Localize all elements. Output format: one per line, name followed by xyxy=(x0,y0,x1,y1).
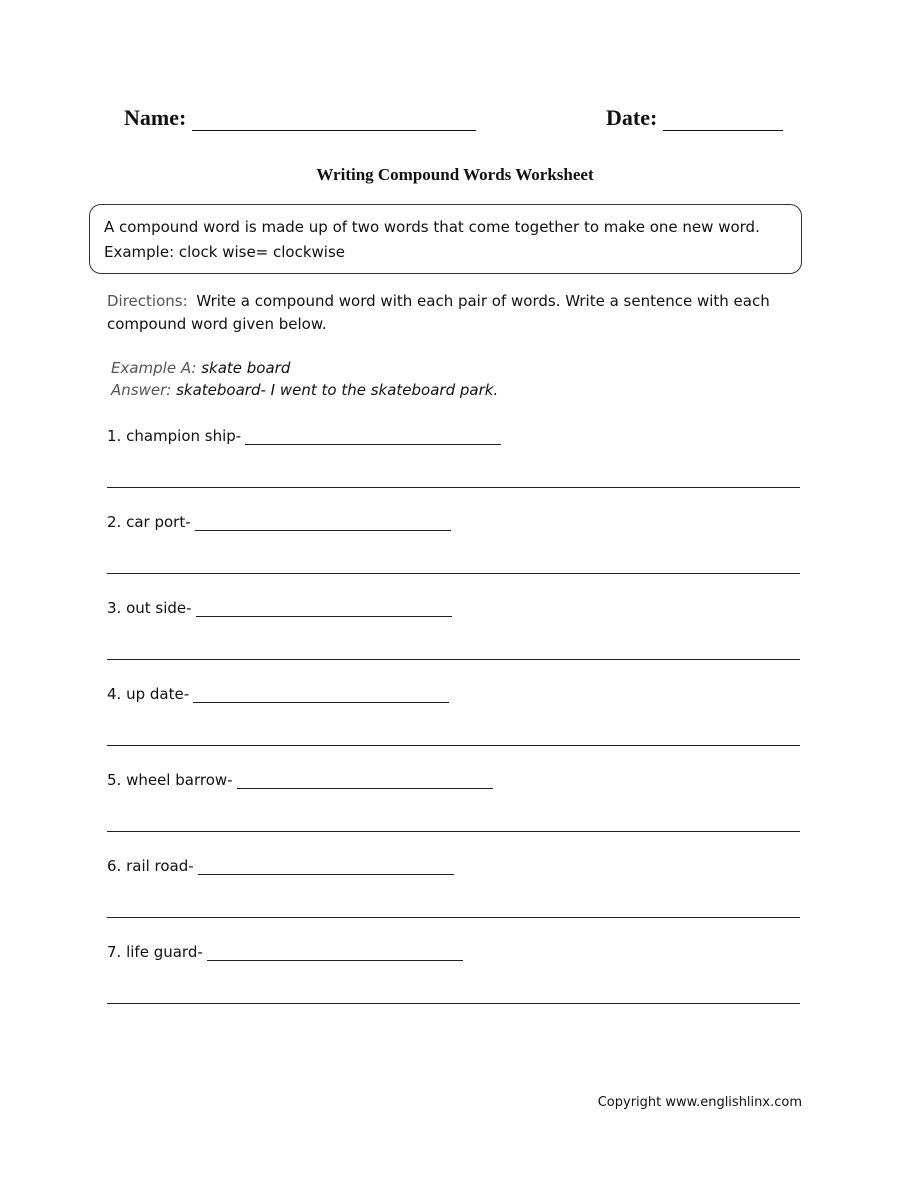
date-label: Date: xyxy=(606,105,658,130)
example-words: skate board xyxy=(201,359,291,377)
question-item xyxy=(107,856,454,875)
date-field[interactable] xyxy=(606,105,783,131)
question-item xyxy=(107,684,449,703)
question-item xyxy=(107,770,493,789)
name-label: Name: xyxy=(124,105,187,130)
worksheet-title: Writing Compound Words Worksheet xyxy=(316,165,594,184)
compound-word-blank[interactable] xyxy=(198,856,454,875)
compound-word-blank[interactable] xyxy=(193,684,449,703)
name-field[interactable] xyxy=(124,105,476,131)
example-answer: skateboard- I went to the skateboard park. xyxy=(176,381,499,399)
definition-box xyxy=(89,204,802,274)
question-prompt: 4. up date- xyxy=(107,685,190,703)
sentence-line[interactable] xyxy=(107,831,800,832)
question-prompt: 3. out side- xyxy=(107,599,192,617)
question-item xyxy=(107,598,452,617)
question-prompt: 6. rail road- xyxy=(107,857,194,875)
date-blank[interactable] xyxy=(663,108,783,131)
answer-label: Answer: xyxy=(111,381,172,399)
example-label: Example A: xyxy=(111,359,197,377)
sentence-line[interactable] xyxy=(107,917,800,918)
compound-word-blank[interactable] xyxy=(195,512,451,531)
question-item xyxy=(107,942,463,961)
directions-text: Write a compound word with each pair of words. Write a sentence with each compound word given below. xyxy=(107,292,770,333)
definition-text: A compound word is made up of two words that come together to make one new word. xyxy=(104,218,760,236)
question-item xyxy=(107,426,501,445)
sentence-line[interactable] xyxy=(107,1003,800,1004)
compound-word-blank[interactable] xyxy=(237,770,493,789)
sentence-line[interactable] xyxy=(107,745,800,746)
name-blank[interactable] xyxy=(192,108,476,131)
directions xyxy=(107,290,807,336)
sentence-line[interactable] xyxy=(107,573,800,574)
question-prompt: 2. car port- xyxy=(107,513,191,531)
example-block xyxy=(111,357,498,401)
sentence-line[interactable] xyxy=(107,659,800,660)
compound-word-blank[interactable] xyxy=(196,598,452,617)
sentence-line[interactable] xyxy=(107,487,800,488)
question-prompt: 1. champion ship- xyxy=(107,427,242,445)
directions-label: Directions: xyxy=(107,292,188,310)
copyright-notice: Copyright www.englishlinx.com xyxy=(597,1095,802,1110)
question-prompt: 7. life guard- xyxy=(107,943,203,961)
compound-word-blank[interactable] xyxy=(245,426,501,445)
compound-word-blank[interactable] xyxy=(207,942,463,961)
question-prompt: 5. wheel barrow- xyxy=(107,771,233,789)
definition-example: Example: clock wise= clockwise xyxy=(104,243,346,261)
question-item xyxy=(107,512,451,531)
